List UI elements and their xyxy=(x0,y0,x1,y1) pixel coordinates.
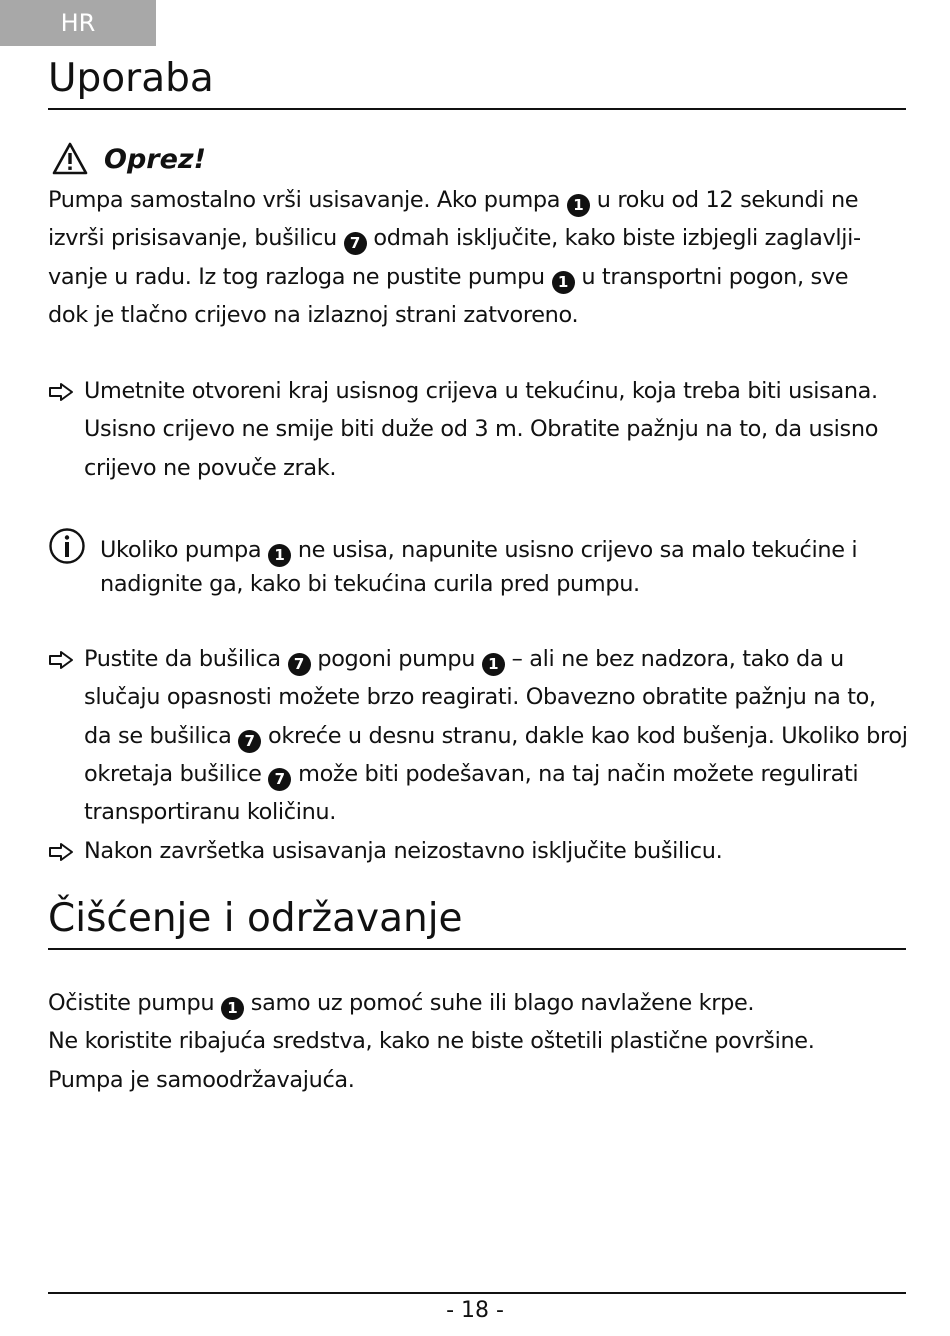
warning-triangle-icon xyxy=(52,142,88,176)
text-segment: samo uz pomoć suhe ili blago navlažene krpe. xyxy=(243,990,755,1016)
step-text xyxy=(84,640,908,831)
text-segment: odmah isključite, kako biste izbjegli zaglavlji- xyxy=(366,225,861,252)
text-segment: Očistite pumpu xyxy=(48,990,221,1016)
text-segment: slučaju opasnosti možete brzo reagirati. Obavezno obratite pažnju na to, xyxy=(84,684,876,711)
text-line xyxy=(84,793,908,831)
step-run-drill xyxy=(48,640,908,831)
footer-rule xyxy=(48,1292,906,1294)
text-segment: Umetnite otvoreni kraj usisnog crijeva u tekućinu, koja treba biti usisana. xyxy=(84,378,878,404)
title-rule xyxy=(48,948,906,950)
text-line xyxy=(84,755,908,793)
text-line xyxy=(84,410,908,448)
part-number-marker: 1 xyxy=(482,653,505,676)
cleaning-text xyxy=(48,984,908,1099)
text-segment: u roku od 12 sekundi ne xyxy=(589,187,859,213)
text-segment: u transportni pogon, sve xyxy=(574,263,849,290)
text-segment: – ali ne bez nadzora, tako da u xyxy=(504,646,844,672)
part-number-marker: 7 xyxy=(344,232,367,255)
text-segment: Usisno crijevo ne smije biti duže od 3 m. Obratite pažnju na to, da usisno xyxy=(84,416,879,443)
text-line xyxy=(84,372,908,410)
title-rule xyxy=(48,108,906,110)
text-line xyxy=(84,678,908,716)
caution-heading xyxy=(52,136,206,182)
text-line xyxy=(84,832,908,870)
text-segment: Ukoliko pumpa xyxy=(100,537,269,563)
caution-label: Oprez! xyxy=(104,143,206,175)
part-number-marker: 1 xyxy=(268,544,291,567)
info-circle-icon xyxy=(48,527,86,565)
step-text xyxy=(84,372,908,487)
part-number-marker: 1 xyxy=(221,997,244,1020)
text-segment: vanje u radu. Iz tog razloga ne pustite pumpu xyxy=(48,263,552,290)
step-text xyxy=(84,832,908,870)
text-line xyxy=(100,567,908,601)
text-segment: okretaja bušilice xyxy=(84,760,269,787)
text-line xyxy=(48,296,908,334)
text-line xyxy=(100,533,908,567)
text-line xyxy=(48,258,908,296)
text-segment: okreće u desnu stranu, dakle kao kod bušenja. Ukoliko broj xyxy=(261,722,908,749)
text-line xyxy=(84,717,908,755)
text-segment: da se bušilica xyxy=(84,722,239,749)
part-number-marker: 1 xyxy=(552,271,575,294)
info-text xyxy=(100,533,908,601)
text-line xyxy=(48,1022,908,1060)
text-segment: crijevo ne povuče zrak. xyxy=(84,454,337,481)
part-number-marker: 7 xyxy=(288,653,311,676)
text-line xyxy=(84,449,908,487)
section-title-usage: Uporaba xyxy=(48,56,214,101)
step-switch-off xyxy=(48,832,908,870)
text-line xyxy=(48,1061,908,1099)
text-segment: Pumpa je samoodržavajuća. xyxy=(48,1066,355,1093)
caution-text xyxy=(48,181,908,334)
hollow-arrow-right-icon xyxy=(48,650,74,670)
hollow-arrow-right-icon xyxy=(48,842,74,862)
text-segment: Pustite da bušilica xyxy=(84,646,288,672)
text-segment: Pumpa samostalno vrši usisavanje. Ako pumpa xyxy=(48,187,567,213)
text-segment: pogoni pumpu xyxy=(310,646,482,672)
text-line xyxy=(48,181,908,219)
text-segment: nadignite ga, kako bi tekućina curila pred pumpu. xyxy=(100,571,640,597)
part-number-marker: 1 xyxy=(567,194,590,217)
text-segment: Nakon završetka usisavanja neizostavno isključite bušilicu. xyxy=(84,838,723,864)
hollow-arrow-right-icon xyxy=(48,382,74,402)
text-line xyxy=(48,219,908,257)
text-segment: transportiranu količinu. xyxy=(84,799,337,826)
text-line xyxy=(84,640,908,678)
text-segment: Ne koristite ribajuća sredstva, kako ne biste oštetili plastične površine. xyxy=(48,1028,815,1055)
section-title-cleaning: Čišćenje i održavanje xyxy=(48,896,463,941)
part-number-marker: 7 xyxy=(268,768,291,791)
text-segment: ne usisa, napunite usisno crijevo sa malo tekućine i xyxy=(291,537,858,563)
step-insert-hose xyxy=(48,372,908,487)
text-line xyxy=(48,984,908,1022)
language-tab: HR xyxy=(0,0,156,46)
part-number-marker: 7 xyxy=(238,730,261,753)
info-note xyxy=(48,533,908,601)
text-segment: može biti podešavan, na taj način možete regulirati xyxy=(291,760,859,787)
text-segment: izvrši prisisavanje, bušilicu xyxy=(48,225,344,252)
text-segment: dok je tlačno crijevo na izlaznoj strani zatvoreno. xyxy=(48,301,579,328)
page-number: - 18 - xyxy=(446,1298,504,1323)
